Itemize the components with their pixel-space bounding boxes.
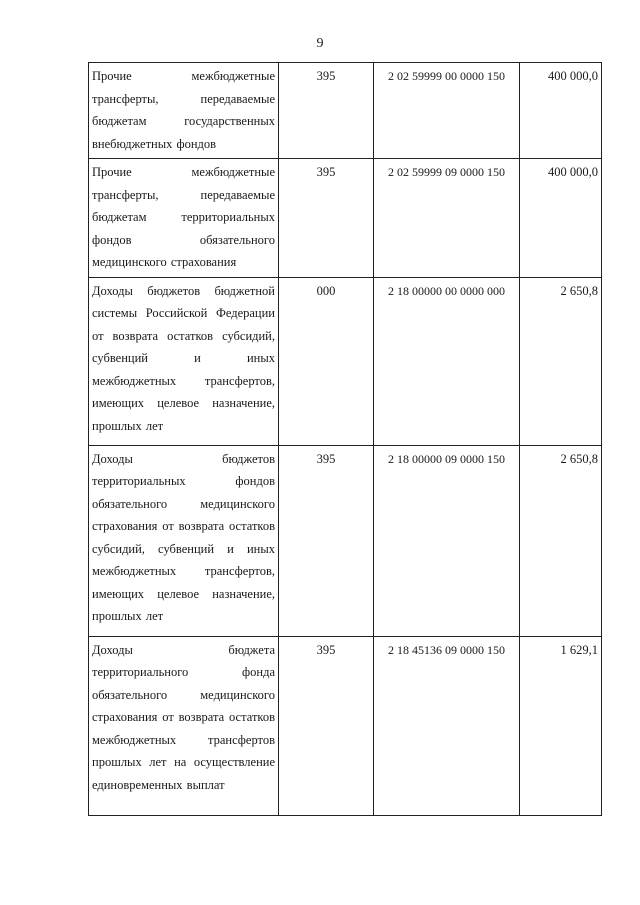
administrator-code-cell: 395 <box>279 445 374 636</box>
amount-cell: 1 629,1 <box>520 636 602 815</box>
revenue-name-cell: Прочие межбюджетные трансферты, передаваемые бюджетам государственных внебюджетных фондов <box>89 63 279 159</box>
administrator-code-cell: 395 <box>279 63 374 159</box>
budget-classification-code-cell: 2 02 59999 09 0000 150 <box>374 159 520 278</box>
budget-classification-code-cell: 2 02 59999 00 0000 150 <box>374 63 520 159</box>
revenue-name-cell: Прочие межбюджетные трансферты, передаваемые бюджетам территориальных фондов обязательного медицинского страхования <box>89 159 279 278</box>
revenue-name-cell: Доходы бюджетов территориальных фондов обязательного медицинского страхования от возврата остатков субсидий, субвенций и иных межбюджетных трансфертов, имеющих целевое назначение, прошлых лет <box>89 445 279 636</box>
table-row <box>89 63 602 159</box>
budget-classification-code-cell: 2 18 00000 09 0000 150 <box>374 445 520 636</box>
budget-classification-code-cell: 2 18 45136 09 0000 150 <box>374 636 520 815</box>
table-row <box>89 445 602 636</box>
amount-cell: 400 000,0 <box>520 63 602 159</box>
revenue-name-cell: Доходы бюджетов бюджетной системы Российской Федерации от возврата остатков субсидий, субвенций и иных межбюджетных трансфертов, имеющих целевое назначение, прошлых лет <box>89 277 279 445</box>
administrator-code-cell: 395 <box>279 159 374 278</box>
amount-cell: 2 650,8 <box>520 445 602 636</box>
table-row <box>89 636 602 815</box>
amount-cell: 2 650,8 <box>520 277 602 445</box>
budget-revenue-table <box>88 62 602 816</box>
page-number: 9 <box>316 36 324 51</box>
budget-classification-code-cell: 2 18 00000 00 0000 000 <box>374 277 520 445</box>
amount-cell: 400 000,0 <box>520 159 602 278</box>
table-row <box>89 159 602 278</box>
administrator-code-cell: 395 <box>279 636 374 815</box>
revenue-name-cell: Доходы бюджета территориального фонда обязательного медицинского страхования от возврата остатков межбюджетных трансфертов прошлых лет на осуществление единовременных выплат <box>89 636 279 815</box>
administrator-code-cell: 000 <box>279 277 374 445</box>
table-row <box>89 277 602 445</box>
